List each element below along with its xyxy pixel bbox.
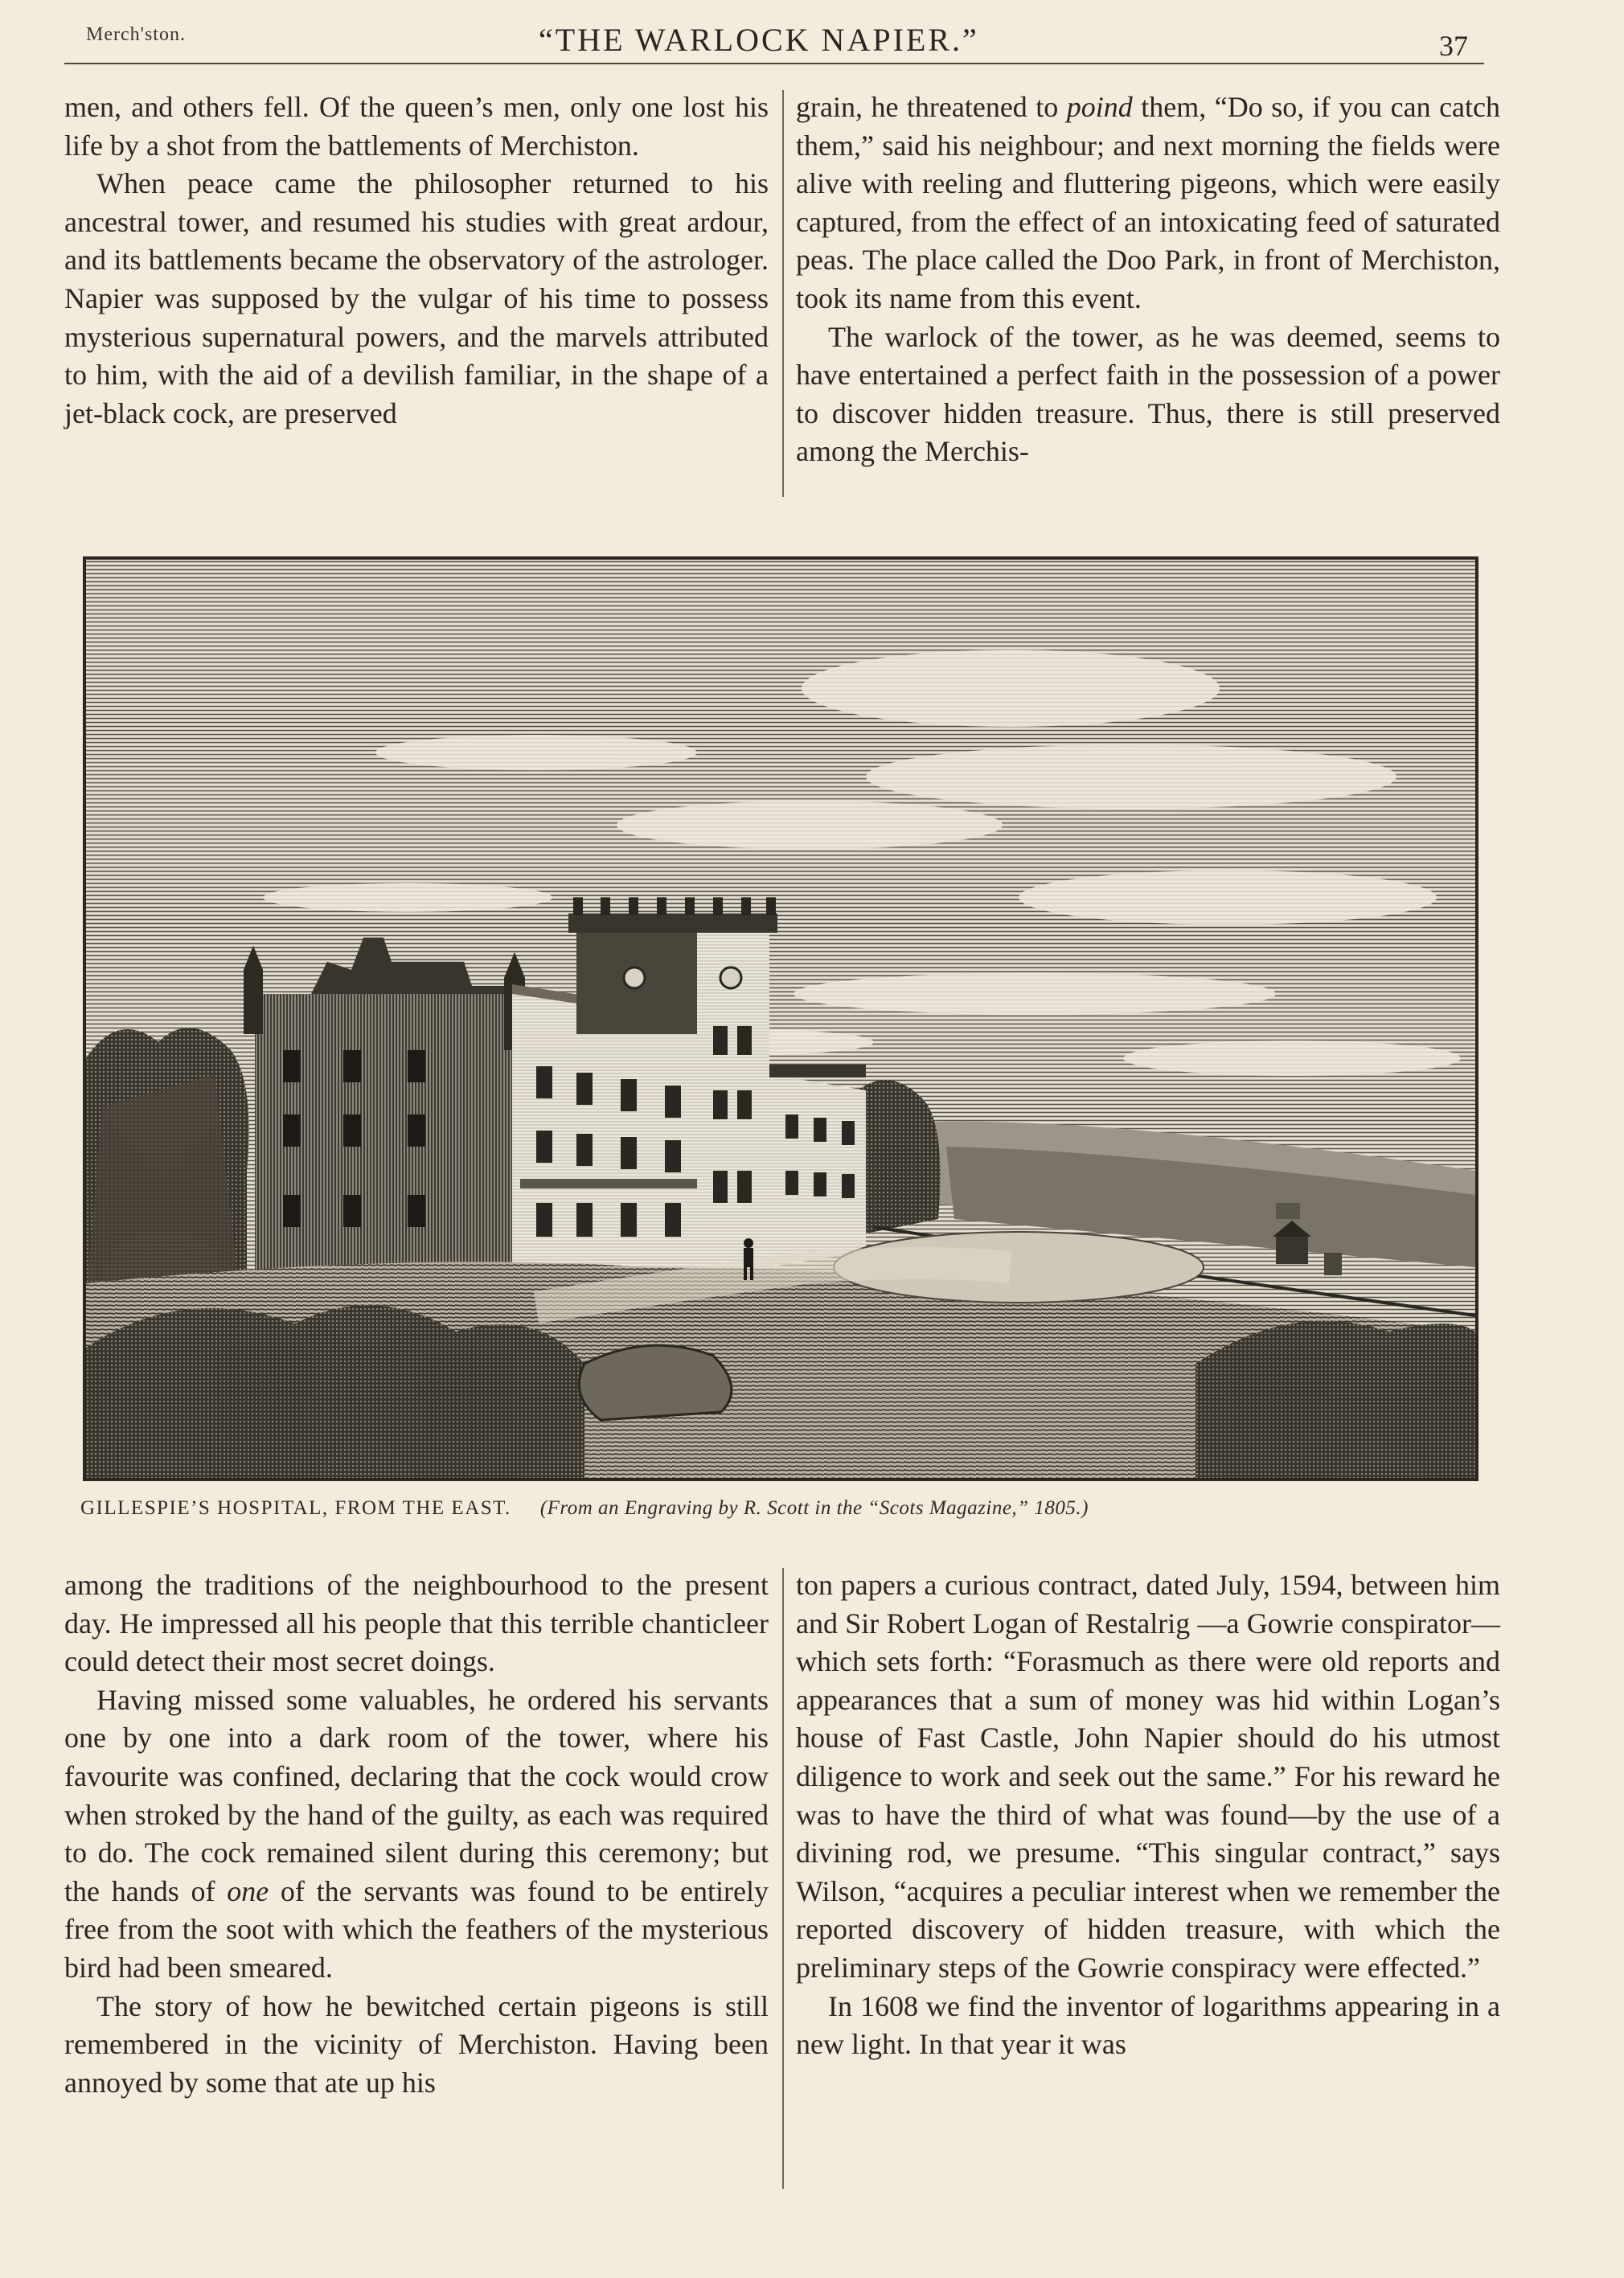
paragraph: among the traditions of the neighbourhood to the present day. He impressed all his people that this terrible chanticleer could detect their most secret doings.: [64, 1569, 769, 1678]
bottom-right-column: [796, 1566, 1500, 2064]
text-run: them, “Do so, if you can catch them,” said his neighbour; and next morning the fields were alive with reeling and fluttering pigeons, which were easily captured, from the effect of an intoxicating feed of saturated peas. The place called the Doo Park, in front of Merchiston, took its name from this event.: [796, 91, 1501, 314]
paragraph: When peace came the philosopher returned to his ancestral tower, and resumed his studies with great ardour, and its battlements became the observatory of the astrologer. Napier was supposed by the vulgar of his time to possess mysterious supernatural powers, and the marvels attributed to him, with the aid of a devilish familiar, in the shape of a jet-black cock, are preserved: [64, 167, 769, 429]
top-right-column: [796, 88, 1500, 471]
caption-title: GILLESPIE’S HOSPITAL, FROM THE EAST.: [80, 1497, 511, 1519]
paragraph: [64, 1681, 769, 1988]
paragraph: The story of how he bewitched certain pigeons is still remembered in the vicinity of Merchiston. Having been annoyed by some that ate up his: [64, 1989, 769, 2099]
text-run: Having missed some valuables, he ordered his servants one by one into a dark room of the tower, where his favourite was confined, declaring that the cock would crow when stroked by the hand of the guilty, as each was required to do. The cock remained silent during this ceremony; but the hands of: [64, 1683, 769, 1907]
top-left-column: [64, 88, 769, 433]
text-run: grain, he threatened to: [796, 91, 1067, 123]
column-rule-bottom: [782, 1568, 784, 2189]
figure-caption: [80, 1497, 1544, 1520]
page-number: 37: [1439, 30, 1468, 62]
running-header-section: Merch'ston.: [86, 24, 186, 45]
italic-word: poind: [1066, 91, 1133, 123]
italic-word: one: [227, 1874, 269, 1907]
caption-source: (From an Engraving by R. Scott in the “Scots Magazine,” 1805.): [539, 1497, 1089, 1519]
bottom-left-column: [64, 1566, 769, 2102]
paragraph: men, and others fell. Of the queen’s men, only one lost his life by a shot from the battlements of Merchiston.: [64, 91, 769, 162]
running-header-title: “THE WARLOCK NAPIER.”: [539, 22, 979, 58]
engraving-illustration: [83, 556, 1478, 1481]
column-rule-top: [782, 90, 784, 497]
paragraph: In 1608 we find the inventor of logarithms appearing in a new light. In that year it was: [796, 1989, 1500, 2061]
paragraph: [796, 88, 1500, 318]
paragraph: The warlock of the tower, as he was deemed, seems to have entertained a perfect faith in the possession of a power to discover hidden treasure. Thus, there is still preserved among the Merchis-: [796, 320, 1500, 468]
header-rule: [64, 63, 1484, 64]
text-run: of the servants was found to be entirely free from the soot with which the feathers of the mysterious bird had been smeared.: [64, 1874, 769, 1984]
paragraph: ton papers a curious contract, dated July, 1594, between him and Sir Robert Logan of Restalrig —a Gowrie conspirator—which sets forth: “Forasmuch as there were old reports and appearances that a sum of money was hid within Logan’s house of Fast Castle, John Napier should do his utmost diligence to work and seek out the same.” For his reward he was to have the third of what was found—by the use of a divining rod, we presume. “This singular contract,” says Wilson, “acquires a peculiar interest when we remember the reported discovery of hidden treasure, with which the preliminary steps of the Gowrie conspiracy were effected.”: [796, 1569, 1500, 1984]
